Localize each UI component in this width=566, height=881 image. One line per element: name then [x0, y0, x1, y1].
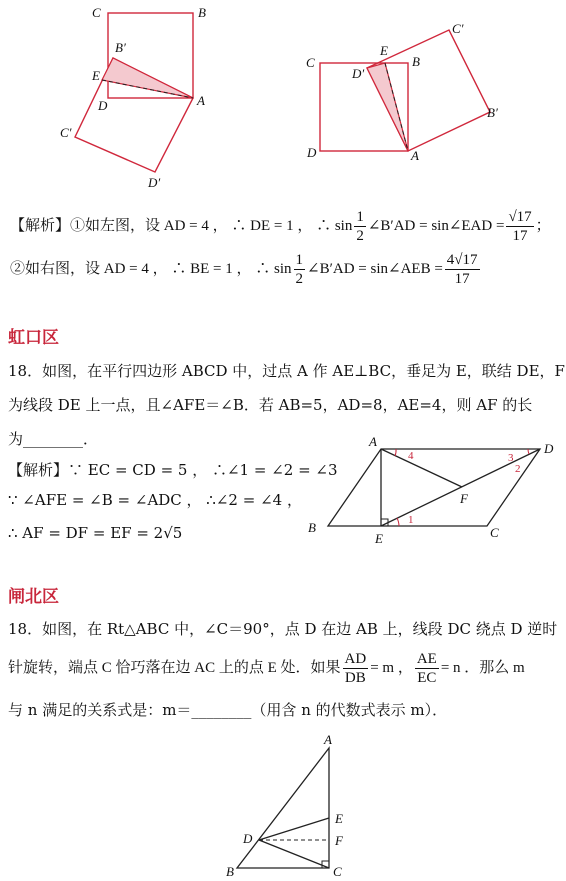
figure-parallelogram: [300, 432, 562, 548]
label-E: E: [92, 68, 100, 83]
angle-label-2: 2: [515, 463, 521, 475]
label-C: C: [306, 55, 315, 70]
fraction-half: [294, 251, 306, 288]
label-A: A: [411, 148, 419, 163]
label-C: C: [92, 5, 101, 20]
section-title-zhabei: 闸北区: [8, 587, 59, 607]
label-D: D: [544, 441, 554, 456]
label-B: B: [308, 520, 316, 535]
question-text: = n ．那么 m: [440, 659, 525, 676]
label-A: A: [324, 732, 332, 747]
shaded-triangle: [367, 63, 408, 151]
label-Dp: D′: [148, 175, 161, 190]
label-F: F: [460, 491, 468, 506]
numerator: 4√17: [446, 252, 478, 268]
numerator: 1: [295, 252, 304, 268]
label-B: B: [412, 54, 420, 69]
label-E: E: [335, 811, 343, 826]
label-A: A: [197, 93, 205, 108]
angle-label-3: 3: [508, 452, 514, 464]
solution-text: ∠B′AD = sin∠EAD =: [367, 217, 505, 234]
figure-rotated-square-left: [55, 0, 235, 195]
figure-right-triangle: [220, 728, 350, 880]
angle-arc: [397, 518, 399, 526]
label-Bp: B′: [487, 105, 498, 120]
denominator: 2: [295, 271, 304, 287]
numerator: AD: [344, 651, 367, 667]
numerator: √17: [508, 209, 532, 225]
label-F: F: [335, 833, 343, 848]
question-text-line: 为线段 DE 上一点，且∠AFE＝∠B．若 AB=5，AD=8，AE=4，则 AF 的长: [8, 396, 533, 414]
section-title-hongkou: 虹口区: [8, 328, 59, 348]
numerator: 1: [356, 209, 364, 225]
segment-af: [381, 449, 462, 487]
question-text-line: 与 n 满足的关系式是：m＝________（用含 n 的代数式表示 m）．: [8, 701, 448, 719]
label-C: C: [490, 525, 499, 540]
denominator: 2: [356, 228, 364, 244]
label-A: A: [369, 434, 377, 449]
question-text-line: 为________．: [8, 430, 99, 448]
angle-label-4: 4: [408, 450, 414, 462]
denominator: DB: [344, 670, 366, 686]
question-text: = m ，: [370, 659, 413, 676]
segment-de: [259, 818, 329, 840]
solution-text: ∠B′AD = sin∠AEB =: [307, 260, 443, 277]
label-E: E: [380, 43, 388, 58]
label-D: D: [98, 98, 108, 113]
shaded-triangle: [102, 58, 193, 98]
denominator: 17: [512, 228, 528, 244]
label-Bp: B′: [115, 40, 126, 55]
question-text: 针旋转，端点 C 恰巧落在边 AC 上的点 E 处．如果: [8, 659, 341, 676]
solution-text-line: ∵ ∠AFE = ∠B = ∠ADC ， ∴∠2 = ∠4 ，: [8, 491, 302, 509]
label-C: C: [333, 864, 342, 879]
question-text-line: [8, 650, 525, 687]
fraction-result: [506, 208, 533, 245]
solution-text: 【解析】①如左图，设 AD = 4 ， ∴ DE = 1 ， ∴ sin: [10, 217, 353, 234]
solution-text: ；: [535, 217, 551, 234]
denominator: 17: [454, 271, 470, 287]
label-Dp: D′: [352, 66, 365, 81]
fraction-half: [354, 208, 366, 245]
label-Cp: C′: [452, 21, 464, 36]
solution-text-line: ∴ AF = DF = EF = 2√5: [8, 524, 183, 542]
question-text-line: 18．如图，在平行四边形 ABCD 中，过点 A 作 AE⊥BC，垂足为 E，联结 DE，F: [8, 362, 565, 380]
fraction-ad-db: [343, 650, 369, 687]
figure-rotated-square-right: [300, 15, 510, 165]
label-B: B: [226, 864, 234, 879]
label-D: D: [243, 831, 253, 846]
question-text-line: 18．如图，在 Rt△ABC 中，∠C＝90°，点 D 在边 AB 上，线段 DC 绕点 D 逆时: [8, 620, 558, 638]
numerator: AE: [416, 651, 437, 667]
fraction-result: [445, 251, 480, 288]
label-E: E: [375, 531, 383, 546]
label-B: B: [198, 5, 206, 20]
angle-arc: [395, 449, 396, 456]
solution-line-2: [10, 251, 482, 288]
solution-text-line: 【解析】∵ EC = CD = 5 ， ∴∠1 = ∠2 = ∠3: [8, 461, 338, 479]
segment-dc: [259, 840, 329, 868]
fraction-ae-ec: [415, 650, 439, 687]
denominator: EC: [417, 670, 437, 686]
label-Cp: C′: [60, 125, 72, 140]
solution-line-1: [10, 208, 551, 245]
label-D: D: [307, 145, 317, 160]
solution-text: ②如右图，设 AD = 4 ， ∴ BE = 1 ， ∴ sin: [10, 260, 292, 277]
angle-arc: [528, 449, 529, 454]
angle-label-1: 1: [408, 514, 414, 526]
